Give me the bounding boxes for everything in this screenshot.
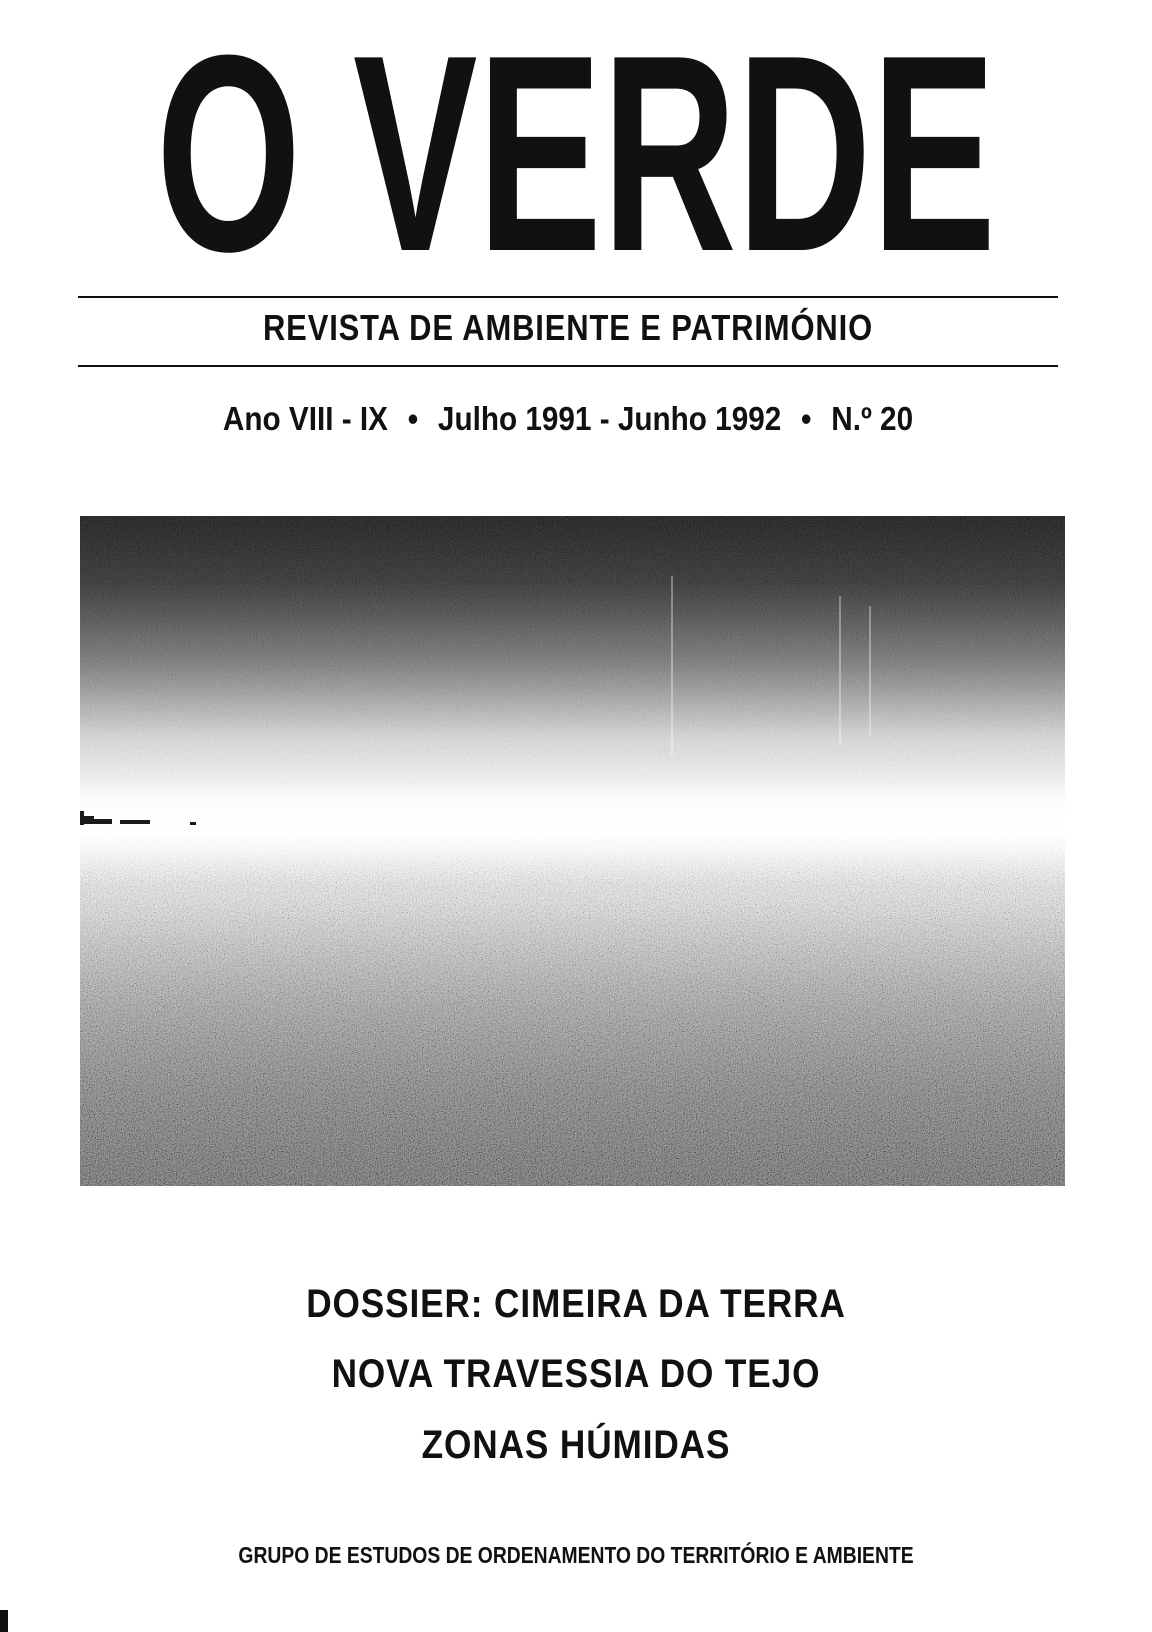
- headline-dossier: DOSSIER: CIMEIRA DA TERRA: [306, 1282, 846, 1326]
- issue-year: Ano VIII - IX: [222, 400, 388, 437]
- headline-travessia: NOVA TRAVESSIA DO TEJO: [331, 1352, 821, 1396]
- magazine-title: O VERDE: [156, 22, 996, 262]
- publisher-footer: GRUPO DE ESTUDOS DE ORDENAMENTO DO TERRITÓRIO E AMBIENTE: [238, 1542, 914, 1568]
- issue-info: [127, 400, 1009, 438]
- cover-photo: [80, 516, 1065, 1186]
- magazine-subtitle: REVISTA DE AMBIENTE E PATRIMÓNIO: [262, 307, 874, 348]
- photo-grain: [80, 516, 1065, 1186]
- bullet-separator: •: [407, 400, 419, 437]
- masthead: [0, 22, 1152, 262]
- scan-edge-mark: [0, 1610, 8, 1632]
- headline-zonas: ZONAS HÚMIDAS: [421, 1423, 731, 1467]
- issue-number: N.º 20: [831, 400, 914, 437]
- bullet-separator: •: [801, 400, 812, 437]
- issue-period: Julho 1991 - Junho 1992: [437, 400, 782, 437]
- bottom-rule: [78, 365, 1058, 367]
- top-rule: [78, 296, 1058, 298]
